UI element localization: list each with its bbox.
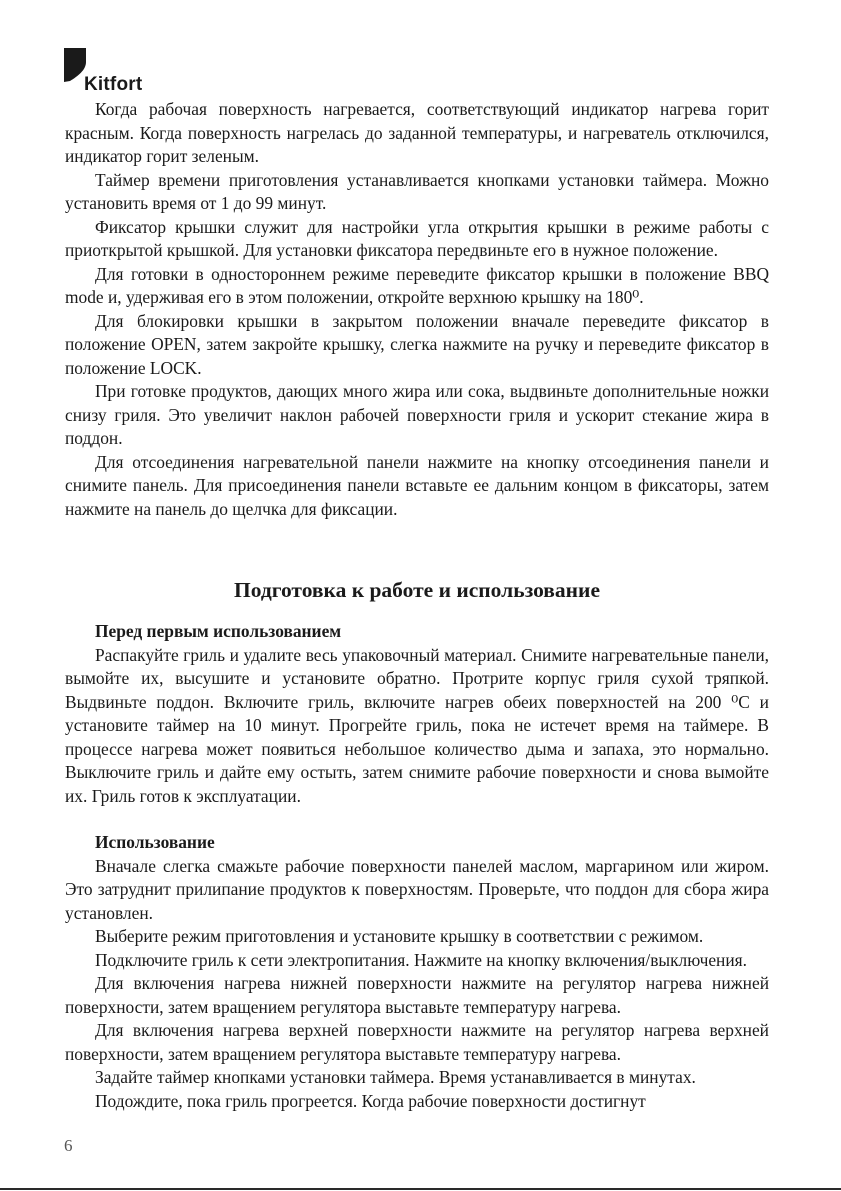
section-title: Подготовка к работе и использование [234, 578, 600, 602]
paragraph: Фиксатор крышки служит для настройки угла открытия крышки в режиме работы с приоткрытой крышкой. Для установки фиксатора передвиньте его в нужное положение. [65, 216, 769, 260]
paragraph: Подождите, пока гриль прогреется. Когда рабочие поверхности достигнут [95, 1090, 646, 1111]
brand-logo [64, 48, 194, 96]
paragraph: Распакуйте гриль и удалите весь упаковочный материал. Снимите нагревательные панели, вымойте их, высушите и установите обратно. Протрите корпус гриля сухой тряпкой. Выдвиньте поддон. Включите гриль, включите нагрев обеих поверхностей на 200 ⁰С и установите таймер на 10 минут. Прогрейте гриль, пока не истечет время на таймере. В процессе нагрева может появиться небольшое количество дыма и запаха, это нормально. Выключите гриль и дайте ему остыть, затем снимите рабочие поверхности и снова вымойте их. Гриль готов к эксплуатации. [65, 644, 769, 806]
page-number: 6 [64, 1136, 73, 1155]
paragraph: Для готовки в одностороннем режиме переведите фиксатор крышки в положение BBQ mode и, удерживая его в этом положении, откройте верхнюю крышку на 180⁰. [65, 263, 769, 307]
brand-name: Kitfort [84, 74, 143, 95]
paragraph: Таймер времени приготовления устанавливается кнопками установки таймера. Можно установить время от 1 до 99 минут. [65, 169, 769, 213]
paragraph: Для отсоединения нагревательной панели нажмите на кнопку отсоединения панели и снимите панель. Для присоединения панели вставьте ее дальним концом в фиксаторы, затем нажмите на панель до щелчка для фиксации. [65, 451, 769, 519]
document-body [65, 98, 769, 1113]
paragraph: Для включения нагрева верхней поверхности нажмите на регулятор нагрева верхней поверхности, затем вращением регулятора выставьте температуру нагрева. [65, 1020, 769, 1064]
subsection-title-first-use: Перед первым использованием [95, 621, 342, 641]
paragraph: Вначале слегка смажьте рабочие поверхности панелей маслом, маргарином или жиром. Это затруднит прилипание продуктов к поверхностям. Проверьте, что поддон для сбора жира установлен. [65, 855, 769, 923]
kitfort-logo-icon [64, 48, 86, 82]
paragraph: Задайте таймер кнопками установки таймера. Время устанавливается в минутах. [95, 1067, 696, 1087]
paragraph: Когда рабочая поверхность нагревается, соответствующий индикатор нагрева горит красным. Когда поверхность нагрелась до заданной температуры, и нагреватель отключился, индикатор горит зеленым. [65, 99, 769, 166]
subsection-title-usage: Использование [95, 832, 215, 852]
paragraph: Для блокировки крышки в закрытом положении вначале переведите фиксатор в положение OPEN, затем закройте крышку, слегка нажмите на ручку и переведите фиксатор в положение LOCK. [65, 310, 769, 378]
paragraph: Выберите режим приготовления и установите крышку в соответствии с режимом. [95, 926, 704, 946]
paragraph: Для включения нагрева нижней поверхности нажмите на регулятор нагрева нижней поверхности, затем вращением регулятора выставьте температуру нагрева. [65, 973, 769, 1017]
bottom-rule [0, 1188, 841, 1190]
paragraph: При готовке продуктов, дающих много жира или сока, выдвиньте дополнительные ножки снизу гриля. Это увеличит наклон рабочей поверхности гриля и ускорит стекание жира в поддон. [65, 381, 769, 448]
paragraph: Подключите гриль к сети электропитания. Нажмите на кнопку включения/выключения. [95, 949, 747, 970]
